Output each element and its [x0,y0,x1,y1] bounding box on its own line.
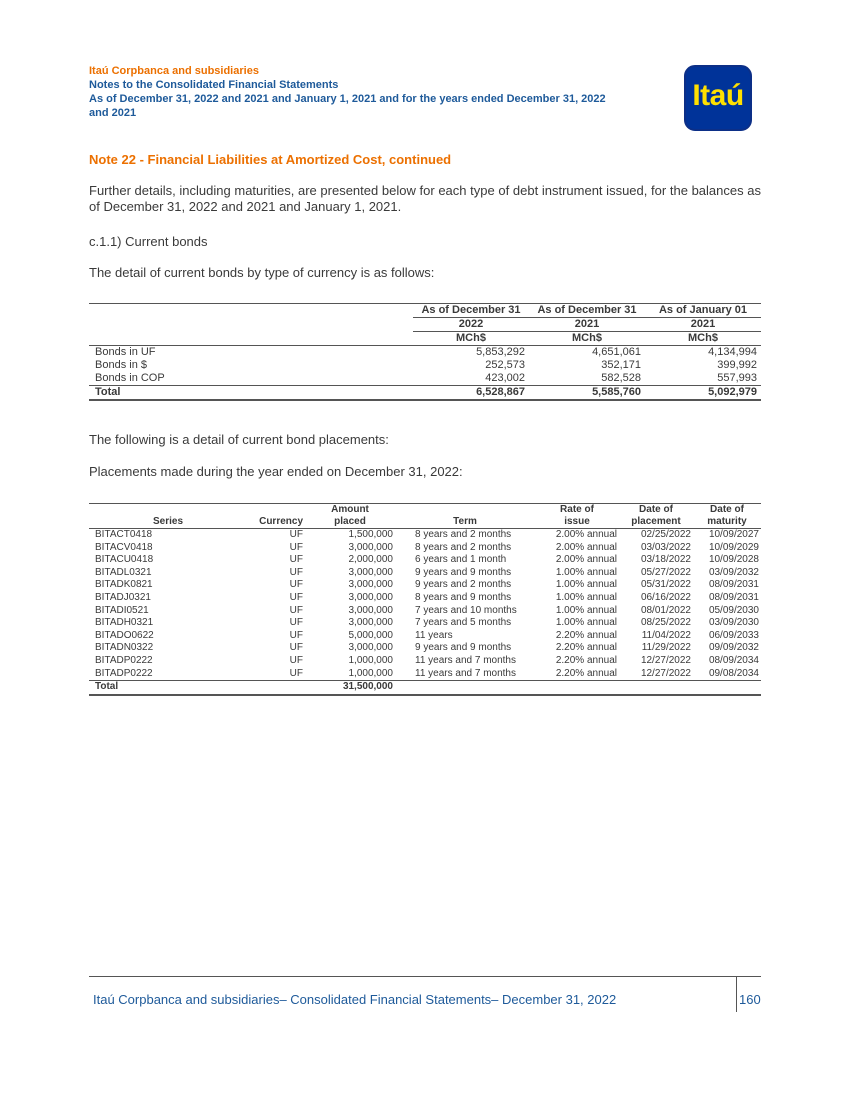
table-row [89,668,761,681]
table-row: Bonds in COP 423,002 582,528 557,993 [89,372,761,386]
col-header-unit: MCh$ [456,332,486,344]
table-cell: 9 years and 9 months [415,566,512,578]
table-cell: UF [289,566,303,578]
table-row: Bonds in $ 252,573 352,171 399,992 [95,359,757,371]
table-cell: 11/04/2022 [641,629,691,641]
table-cell: 11 years and 7 months [415,654,516,666]
table-cell: 02/25/2022 [640,529,691,540]
table-cell: BITADK0821 [95,579,153,591]
col-rate-l2: issue [564,516,590,527]
table-cell: 2.20% annual [555,642,617,654]
table-cell: 3,000,000 [348,604,393,616]
table-cell: 2.00% annual [555,554,617,566]
table-cell: 9 years and 2 months [415,579,512,591]
intro-paragraph: Further details, including maturities, are presented below for each type of debt instrument issued, for the balances as of December 31, 2022 and 2021 and January 1, 2021. [89,183,761,214]
table-row [89,579,761,592]
col-maturity-l2: maturity [707,516,747,527]
table-cell: 08/09/2031 [708,591,759,603]
section-label: c.1.1) Current bonds [89,234,208,249]
table-row [89,605,761,618]
table-cell: 10/09/2029 [708,541,759,553]
col-currency: Currency [259,516,303,527]
table-cell: BITADP0222 [95,667,153,679]
currency-intro: The detail of current bonds by type of currency is as follows: [89,265,435,280]
table-cell: BITACV0418 [95,541,153,553]
table-cell: 3,000,000 [348,566,393,578]
table-cell: 2.00% annual [555,529,617,540]
total-row: Total 6,528,867 5,585,760 5,092,979 [89,386,761,401]
col-amount-l1: Amount [331,504,369,515]
table-cell: 11 years and 7 months [415,667,516,679]
table-cell: 11 years [415,629,453,641]
col-header-line1: As of December 31 [413,304,529,318]
col-header-line2: 2022 [413,318,529,332]
placements-intro: The following is a detail of current bond placements: [89,432,389,447]
table-cell: UF [289,604,303,616]
table-cell: 08/09/2034 [708,654,759,666]
table-cell: 2.00% annual [555,541,617,553]
col-header-unit: MCh$ [688,332,718,344]
table-cell: 2.20% annual [555,629,617,641]
itau-logo [684,65,752,131]
table-cell: UF [289,529,303,540]
table-row [89,655,761,668]
footer-text: Itaú Corpbanca and subsidiaries– Consolidated Financial Statements– December 31, 2022 [93,992,617,1007]
table-cell: 1.00% annual [555,604,617,616]
header-line-3: and 2021 [89,107,137,119]
col-rate-l1: Rate of [560,504,594,515]
table-row [89,542,761,555]
table-cell: 1,500,000 [348,529,393,540]
table-cell: 6 years and 1 month [415,554,507,566]
table-cell: BITADH0321 [95,617,154,629]
table-cell: 8 years and 9 months [415,591,512,603]
table-cell: 03/09/2030 [708,617,759,629]
table-cell: 05/09/2030 [708,604,759,616]
table-header [89,504,761,529]
col-header-line2: 2021 [645,318,761,332]
table-cell: 7 years and 5 months [415,617,512,629]
col-amount-l2: placed [334,516,366,527]
table-cell: 03/03/2022 [640,541,691,553]
total-row: Total 31,500,000 [89,681,761,695]
header-line-2: As of December 31, 2022 and 2021 and January 1, 2021 and for the years ended December 31, 2022 [89,93,606,105]
current-bonds-currency-table [89,303,761,401]
table-cell: 3,000,000 [348,541,393,553]
col-header-unit: MCh$ [572,332,602,344]
table-cell: 09/09/2032 [708,642,759,654]
table-cell: 8 years and 2 months [415,541,512,553]
bond-placements-table [89,503,761,696]
page-number: 160 [739,992,761,1007]
table-cell: 3,000,000 [348,579,393,591]
table-cell: BITADL0321 [95,566,152,578]
table-cell: 03/18/2022 [640,554,691,566]
table-cell: 08/01/2022 [640,604,691,616]
table-cell: UF [289,579,303,591]
table-cell: UF [289,629,303,641]
table-row [89,592,761,605]
table-cell: 09/08/2034 [708,667,759,679]
table-cell: 12/27/2022 [640,667,691,679]
table-cell: 1.00% annual [555,591,617,603]
table-cell: UF [289,654,303,666]
table-cell: 8 years and 2 months [415,529,512,540]
table-cell: 2.20% annual [555,654,617,666]
table-cell: 12/27/2022 [640,654,691,666]
placements-year: Placements made during the year ended on December 31, 2022: [89,464,463,479]
footer-page-divider [736,976,737,1012]
table-cell: BITADP0222 [95,654,153,666]
col-header-line1: As of January 01 [645,304,761,318]
table-cell: UF [289,667,303,679]
table-cell: 05/31/2022 [640,579,691,591]
table-cell: 10/09/2028 [708,554,759,566]
table-cell: 1,000,000 [348,667,393,679]
table-cell: 11/29/2022 [641,642,691,654]
table-cell: 06/16/2022 [640,591,691,603]
col-maturity-l1: Date of [710,504,744,515]
table-cell: BITADO0622 [95,629,154,641]
col-series: Series [152,516,184,527]
col-header-line2: 2021 [529,318,645,332]
table-row [89,617,761,630]
table-cell: 08/25/2022 [640,617,691,629]
table-cell: BITACT0418 [95,529,153,540]
table-cell: 9 years and 9 months [415,642,512,654]
table-cell: BITADN0322 [95,642,154,654]
table-cell: 5,000,000 [348,629,393,641]
table-row [89,529,761,542]
table-cell: 7 years and 10 months [415,604,517,616]
table-cell: 06/09/2033 [708,629,759,641]
table-cell: 10/09/2027 [708,529,759,540]
table-cell: BITACU0418 [95,554,154,566]
table-cell: UF [289,642,303,654]
table-cell: UF [289,617,303,629]
table-cell: 3,000,000 [348,642,393,654]
logo-text: Itaú [692,79,744,112]
table-cell: BITADI0521 [95,604,149,616]
note-title: Note 22 - Financial Liabilities at Amortized Cost, continued [89,152,452,167]
table-cell: 2,000,000 [348,554,393,566]
table-row [89,630,761,643]
table-cell: 1,000,000 [348,654,393,666]
table-cell: UF [289,591,303,603]
table-cell: 1.00% annual [555,579,617,591]
header-company: Itaú Corpbanca and subsidiaries [89,65,259,77]
table-cell: BITADJ0321 [95,591,151,603]
table-cell: 3,000,000 [348,617,393,629]
table-cell: 03/09/2032 [708,566,759,578]
table-cell: UF [289,541,303,553]
table-cell: 1.00% annual [555,617,617,629]
col-placement-l1: Date of [639,504,673,515]
col-header-line1: As of December 31 [529,304,645,318]
table-row: Bonds in UF 5,853,292 4,651,061 4,134,994 [95,346,757,358]
table-cell: 2.20% annual [555,667,617,679]
table-cell: 3,000,000 [348,591,393,603]
table-row [89,567,761,580]
table-cell: UF [289,554,303,566]
table-row [89,554,761,567]
table-row [89,642,761,655]
table-cell: 1.00% annual [555,566,617,578]
header-line-1: Notes to the Consolidated Financial Statements [89,79,339,91]
col-placement-l2: placement [631,516,681,527]
footer-divider [89,976,761,977]
col-term: Term [453,516,477,527]
table-cell: 08/09/2031 [708,579,759,591]
table-cell: 05/27/2022 [640,566,691,578]
page-header [89,64,689,120]
